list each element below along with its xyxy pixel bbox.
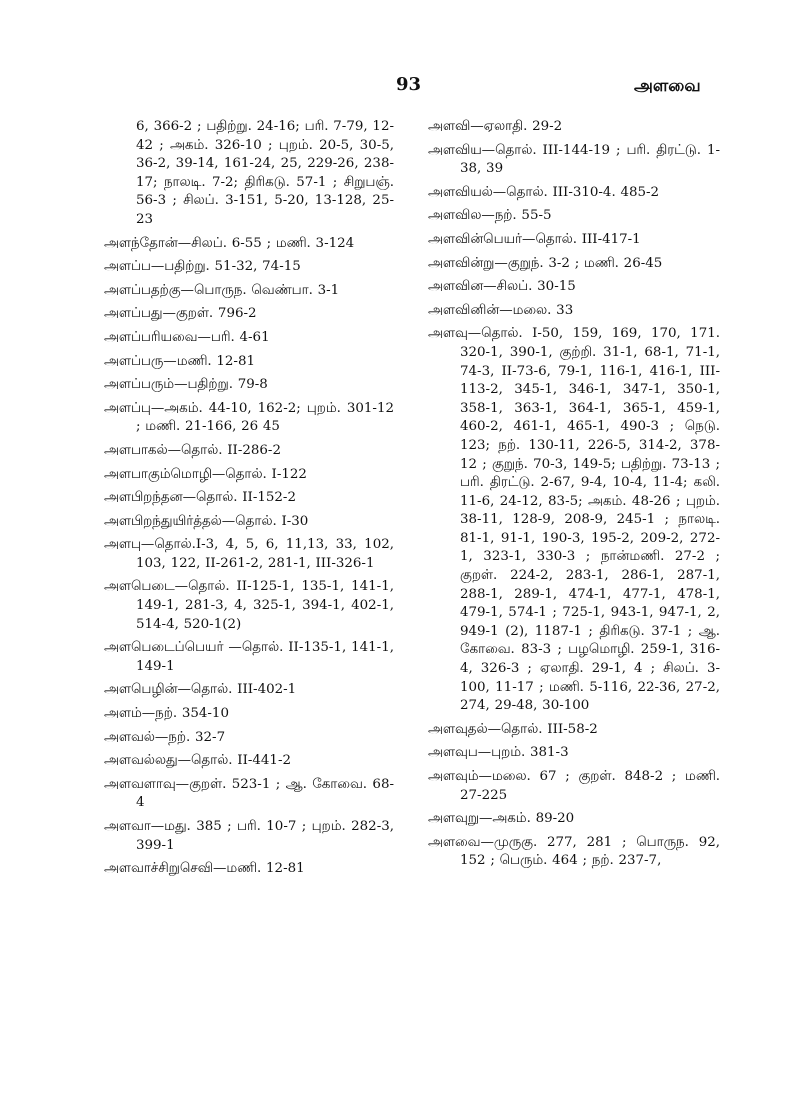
right-column [428, 118, 720, 876]
index-entry: அளப்பு—அகம். 44-10, 162-2; புறம். 301-12 ; மணி. 21-166, 26 45 [104, 400, 394, 435]
index-entry: அளபாகல்—தொல். II-286-2 [104, 442, 281, 458]
index-entry: அளவா—மது. 385 ; பரி. 10-7 ; புறம். 282-3, 399-1 [104, 819, 394, 853]
index-entry: அளம்—நற். 354-10 [104, 706, 229, 722]
index-entry: அளபெழின்—தொல். III-402-1 [104, 682, 297, 698]
index-entry: அளவின்று—குறுந். 3-2 ; மணி. 26-45 [428, 255, 663, 271]
index-entry: அளவல்—நற். 32-7 [104, 729, 226, 745]
index-entry: அளவினின்—மலை. 33 [428, 302, 574, 318]
index-entry: அளப்பரும்—பதிற்று. 79-8 [104, 377, 268, 393]
index-entry: அளபிறந்தன—தொல். II-152-2 [104, 490, 296, 506]
index-entry: அளபு—தொல்.I-3, 4, 5, 6, 11,13, 33, 102, 103, 122, II-261-2, 281-1, III-326-1 [104, 537, 394, 571]
index-entry: அளப்பரு—மணி. 12-81 [104, 353, 256, 369]
index-entry: அளவிய—தொல். III-144-19 ; பரி. திரட்டு. 1-38, 39 [428, 142, 720, 177]
index-entry: அளவுதல்—தொல். III-58-2 [428, 721, 598, 737]
index-entry: அளவளாவு—குறள். 523-1 ; ஆ. கோவை. 68-4 [104, 776, 394, 811]
index-entry: அளப்பதற்கு—பொருந. வெண்பா. 3-1 [104, 282, 340, 298]
index-entry: அளவில—நற். 55-5 [428, 208, 552, 224]
index-entry: அளப்ப—பதிற்று. 51-32, 74-15 [104, 259, 301, 275]
index-entry: அளவுறு—அகம். 89-20 [428, 811, 575, 827]
index-entry: அளபெடை—தொல். II-125-1, 135-1, 141-1, 149-1, 281-3, 4, 325-1, 394-1, 402-1, 514-4, 520-1(2) [104, 579, 394, 632]
index-entry: அளவின்பெயர்—தொல். III-417-1 [428, 231, 641, 247]
index-entry: 6, 366-2 ; பதிற்று. 24-16; பரி. 7-79, 12-42 ; அகம். 326-10 ; புறம். 20-5, 30-5, 36-2, 39-14, 161-24, 25, 229-26, 238-17; நாலடி. 7-2; திரிகடு. 57-1 ; சிறுபஞ். 56-3 ; சிலப். 3-151, 5-20, 13-128, 25-23 [136, 119, 394, 227]
index-entry: அளவல்லது—தொல். II-441-2 [104, 753, 291, 769]
index-entry: அளவுப—புறம். 381-3 [428, 745, 569, 761]
index-entry: அளவும்—மலை. 67 ; குறள். 848-2 ; மணி. 27-225 [428, 769, 720, 803]
index-entry: அளவாச்சிறுசெவி—மணி. 12-81 [104, 861, 305, 877]
index-entry: அளவின—சிலப். 30-15 [428, 279, 576, 295]
left-column [104, 118, 394, 884]
index-entry: அளவி—ஏலாதி. 29-2 [428, 119, 563, 134]
running-head: அளவை [634, 76, 701, 96]
index-entry: அளப்பரியவை—பரி. 4-61 [104, 329, 270, 345]
index-entry: அளந்தோன்—சிலப். 6-55 ; மணி. 3-124 [104, 235, 355, 251]
index-entry: அளவியல்—தொல். III-310-4. 485-2 [428, 184, 660, 200]
index-entry: அளபிறந்துயிர்த்தல்—தொல். I-30 [104, 513, 309, 529]
index-entry: அளப்பது—குறள். 796-2 [104, 306, 257, 322]
index-entry: அளபாகும்மொழி—தொல். I-122 [104, 466, 307, 482]
page-number: 93 [396, 74, 422, 95]
index-entry: அளவை—முருகு. 277, 281 ; பொருந. 92, 152 ; பெரும். 464 ; நற். 237-7, [428, 834, 720, 869]
index-entry: அளவு—தொல். I-50, 159, 169, 170, 171. 320-1, 390-1, குற்றி. 31-1, 68-1, 71-1, 74-3, II-73-6, 79-1, 116-1, 416-1, III-113-2, 345-1, 346-1, 347-1, 350-1, 358-1, 363-1, 364-1, 365-1, 459-1, 460-2, 461-1, 465-1, 490-3 ; நெடு. 123; நற். 130-11, 226-5, 314-2, 378-12 ; குறுந். 70-3, 149-5; பதிற்று. 73-13 ; பரி. திரட்டு. 2-67, 9-4, 10-4, 11-4; கலி. 11-6, 24-12, 83-5; அகம். 48-26 ; புறம். 38-11, 128-9, 208-9, 245-1 ; நாலடி. 81-1, 91-1, 190-3, 195-2, 209-2, 272-1, 323-1, 330-3 ; நான்மணி. 27-2 ; குறள். 224-2, 283-1, 286-1, 287-1, 288-1, 289-1, 474-1, 477-1, 478-1, 479-1, 574-1 ; 725-1, 943-1, 947-1, 2, 949-1 (2), 1187-1 ; திரிகடு. 37-1 ; ஆ. கோவை. 83-3 ; பழமொழி. 259-1, 316-4, 326-3 ; ஏலாதி. 29-1, 4 ; சிலப். 3-100, 11-17 ; மணி. 5-116, 22-36, 27-2, 274, 29-48, 30-100 [428, 326, 720, 714]
index-entry: அளபெடைப்பெயர் —தொல். II-135-1, 141-1, 149-1 [104, 640, 394, 674]
